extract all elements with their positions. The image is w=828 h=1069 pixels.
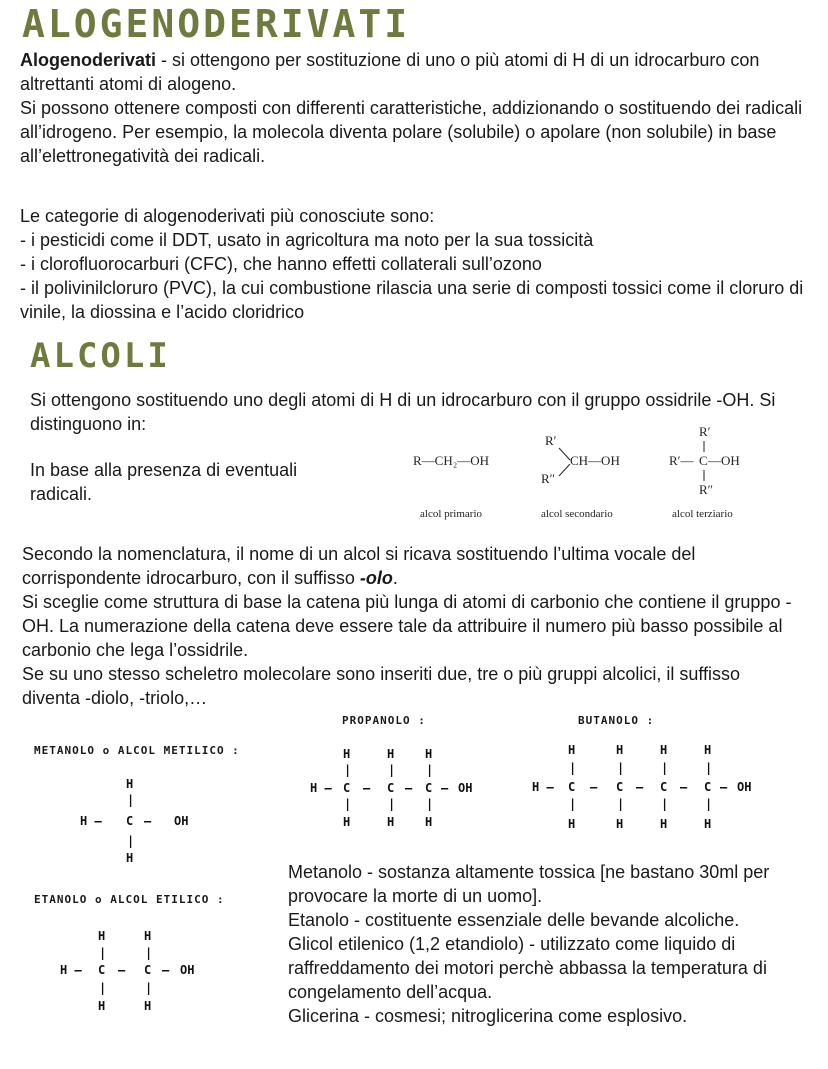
atom-h: H xyxy=(704,817,712,831)
categories-list xyxy=(20,204,820,324)
alcoli-radicali xyxy=(30,458,340,506)
bond-v: | xyxy=(569,761,577,775)
bond-v: | xyxy=(99,981,107,995)
bond-h: — xyxy=(441,781,449,795)
nomenclature-period: . xyxy=(392,568,398,588)
atom-h: H xyxy=(144,929,152,943)
group-oh: OH xyxy=(737,780,752,794)
atom-h: H xyxy=(98,999,106,1013)
nomenclature-text: Secondo la nomenclatura, il nome di un alcol si ricava sostituendo l’ultima vocale del corrispondente idrocarburo, con il suffisso xyxy=(22,544,696,588)
bond-v: | xyxy=(99,946,107,960)
atom-c: C xyxy=(425,781,433,795)
atom-h: H xyxy=(387,747,395,761)
atom-h: H xyxy=(660,817,668,831)
atom-c: C xyxy=(704,780,712,794)
atom-c: C xyxy=(616,780,624,794)
atom-h: H xyxy=(425,747,433,761)
alcoli-radicali-text: In base alla presenza di eventuali radicali. xyxy=(30,460,298,504)
atom-c: C xyxy=(660,780,668,794)
atom-h: H xyxy=(616,817,624,831)
butanolo-structure xyxy=(530,742,780,832)
suffix-olo: -olo xyxy=(359,568,393,588)
bond-v: | xyxy=(388,763,396,777)
group-oh: OH xyxy=(458,781,473,795)
secondary-bond-up xyxy=(559,448,570,460)
bond-h: — xyxy=(405,781,413,795)
atom-h: H xyxy=(704,743,712,757)
intro-line2: Si possono ottenere composti con differenti caratteristiche, addizionando o sostituendo dei radicali all’idrogeno. Per esempio, la molecola diventa polare (solubile) o apolare (non solubile) in base all’elettronegatività dei radicali. xyxy=(20,98,803,166)
list-item: Glicerina - cosmesi; nitroglicerina come esplosivo. xyxy=(288,1006,688,1026)
bond-v: | xyxy=(617,761,625,775)
group-oh: OH xyxy=(174,814,189,828)
atom-h: H xyxy=(387,815,395,829)
bond-h: — xyxy=(363,781,371,795)
metanolo-structure xyxy=(78,770,218,870)
bond-h: — xyxy=(118,963,126,977)
alcohol-classes-diagram xyxy=(405,420,805,520)
bond-v: | xyxy=(145,981,153,995)
atom-h: H xyxy=(425,815,433,829)
bond-v: | xyxy=(661,797,669,811)
intro-definition: - si ottengono per sostituzione di uno o più atomi di H di un idrocarburo con altrettanti atomi di alogeno. xyxy=(20,50,760,94)
list-item: - i clorofluorocarburi (CFC), che hanno effetti collaterali sull’ozono xyxy=(20,254,542,274)
categories-lead: Le categorie di alogenoderivati più conosciute sono: xyxy=(20,206,435,226)
list-item: Etanolo - costituente essenziale delle bevande alcoliche. xyxy=(288,910,740,930)
intro-paragraph xyxy=(20,48,810,168)
etanolo-label: ETANOLO o ALCOL ETILICO : xyxy=(34,893,225,906)
nomenclature-line1 xyxy=(22,542,792,590)
bond-v: | xyxy=(426,797,434,811)
atom-h: H — xyxy=(310,781,332,795)
metanolo-label: METANOLO o ALCOL METILICO : xyxy=(34,744,240,757)
atom-h: H xyxy=(343,815,351,829)
group-oh: OH xyxy=(180,963,195,977)
atom-c: C xyxy=(144,963,152,977)
bond-v: | xyxy=(145,946,153,960)
secondary-r-prime: R′ xyxy=(545,433,557,448)
atom-c: C xyxy=(98,963,106,977)
atom-h: H xyxy=(343,747,351,761)
page-title: ALOGENODERIVATI xyxy=(22,2,411,46)
atom-h: H xyxy=(616,743,624,757)
bond-v: | xyxy=(127,834,135,848)
bond-v: | xyxy=(344,797,352,811)
atom-c: C xyxy=(343,781,351,795)
intro-term: Alogenoderivati xyxy=(20,50,157,70)
atom-c: C xyxy=(126,814,134,828)
atom-h: H xyxy=(144,999,152,1013)
bond-v: | xyxy=(569,797,577,811)
caption-tertiary: alcol terziario xyxy=(672,508,733,520)
nomenclature-line2: Si sceglie come struttura di base la catena più lunga di atomi di carbonio che contiene il gruppo -OH. La numerazione della catena deve essere tale da attribuire il numero più basso possibile al carbonio che lega l’ossidrile. xyxy=(22,592,792,660)
bond-h: — xyxy=(144,814,152,828)
tertiary-c: C xyxy=(699,453,708,468)
bond-v: | xyxy=(661,761,669,775)
tertiary-r-prime-top: R′ xyxy=(699,424,711,439)
alcoli-intro-text: Si ottengono sostituendo uno degli atomi di H di un idrocarburo con il gruppo ossidrile -OH. Si distinguono in: xyxy=(30,390,776,434)
atom-h: H xyxy=(568,817,576,831)
list-item: - il polivinilcloruro (PVC), la cui combustione rilascia una serie di composti tossici come il cloruro di vinile, la diossina e l’acido cloridrico xyxy=(20,278,804,322)
section-title-alcoli: ALCOLI xyxy=(30,336,171,376)
secondary-ch-oh: CH—OH xyxy=(570,453,620,468)
bond-v: | xyxy=(617,797,625,811)
atom-h: H xyxy=(126,851,134,865)
nomenclature-line3: Se su uno stesso scheletro molecolare sono inseriti due, tre o più gruppi alcolici, il suffisso diventa -diolo, -triolo,… xyxy=(22,664,741,708)
nomenclature-paragraph xyxy=(22,542,792,710)
bond-v: | xyxy=(388,797,396,811)
list-item: Metanolo - sostanza altamente tossica [ne bastano 30ml per provocare la morte di un uomo]. xyxy=(288,862,770,906)
atom-h: H xyxy=(98,929,106,943)
bond-h: — xyxy=(720,780,728,794)
uses-paragraph xyxy=(288,860,808,1028)
bond-v: | xyxy=(426,763,434,777)
butanolo-label: BUTANOLO : xyxy=(578,714,655,727)
atom-h: H — xyxy=(532,780,554,794)
propanolo-label: PROPANOLO : xyxy=(342,714,426,727)
primary-formula: R—CH₂—OH xyxy=(413,453,490,468)
bond-h: — xyxy=(162,963,170,977)
bond-h: — xyxy=(590,780,598,794)
bond-v: | xyxy=(705,797,713,811)
propanolo-structure xyxy=(308,742,498,832)
list-item: Glicol etilenico (1,2 etandiolo) - utilizzato come liquido di raffreddamento dei motori perchè abbassa la temperatura di congelamento dell’acqua. xyxy=(288,934,767,1002)
etanolo-structure xyxy=(58,926,218,1016)
bond-v: | xyxy=(344,763,352,777)
bond-h: — xyxy=(636,780,644,794)
caption-secondary: alcol secondario xyxy=(541,508,613,520)
secondary-r-second: R″ xyxy=(541,471,556,486)
atom-c: C xyxy=(568,780,576,794)
caption-primary: alcol primario xyxy=(420,508,483,520)
atom-h: H xyxy=(568,743,576,757)
list-item: - i pesticidi come il DDT, usato in agricoltura ma noto per la sua tossicità xyxy=(20,230,594,250)
bond-h: — xyxy=(680,780,688,794)
tertiary-oh: —OH xyxy=(708,453,740,468)
secondary-bond-down xyxy=(559,464,570,476)
tertiary-r-prime-left: R′— xyxy=(669,453,694,468)
atom-c: C xyxy=(387,781,395,795)
atom-h: H — xyxy=(80,814,102,828)
atom-h: H xyxy=(660,743,668,757)
atom-h: H — xyxy=(60,963,82,977)
bond-v: | xyxy=(705,761,713,775)
bond-v: | xyxy=(127,793,135,807)
tertiary-r-second: R″ xyxy=(699,482,714,497)
atom-h: H xyxy=(126,777,134,791)
